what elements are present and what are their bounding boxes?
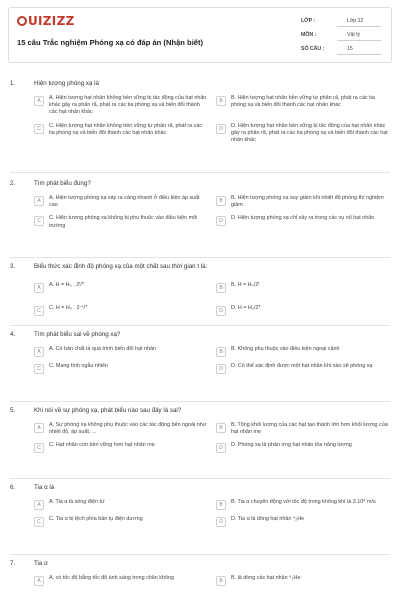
option-list [34, 346, 390, 374]
option-text: A. có tốc độ bằng tốc độ ánh sáng trong chân không [49, 575, 174, 581]
option-text: D. H = H₀/2ᵀ [231, 305, 261, 311]
option-letter[interactable]: B [216, 576, 226, 586]
question-divider [10, 478, 390, 479]
option-b[interactable] [216, 282, 390, 293]
question-text: Tìm phát biểu sai về phóng xạ? [34, 331, 121, 338]
question-3 [10, 263, 390, 316]
option-b[interactable] [216, 575, 390, 586]
question-text: Biểu thức xác định độ phóng xạ của một chất sau thời gian t là: [34, 263, 208, 270]
meta-class-label: LỚP : [301, 18, 316, 24]
option-d[interactable] [216, 305, 390, 316]
meta-count-row [301, 42, 381, 56]
option-letter[interactable]: B [216, 283, 226, 293]
meta-panel [301, 14, 381, 56]
option-letter[interactable]: A [34, 423, 44, 433]
option-letter[interactable]: A [34, 500, 44, 510]
option-text: D. Tia α là dòng hạt nhân ⁴₂He [231, 516, 305, 522]
question-4 [10, 331, 390, 374]
option-text: D. Phóng xạ là phản ứng hạt nhân tỏa năng lượng [231, 442, 352, 449]
question-text: Tia α [34, 560, 48, 567]
option-text: C. Tia α bị lệch phía bản tụ điện dương [49, 516, 143, 522]
meta-class-value: Lớp 12 [337, 16, 381, 27]
worksheet-header [8, 7, 392, 63]
question-text: Khi nói về sự phóng xạ, phát biểu nào sau đây là sai? [34, 407, 182, 414]
option-text: B. Không phụ thuộc vào điều kiện ngoại cảnh [231, 346, 340, 352]
question-divider [10, 401, 390, 402]
question-divider [10, 554, 390, 555]
option-letter[interactable]: B [216, 347, 226, 357]
option-text: C. Mang tính ngẫu nhiên [49, 363, 109, 369]
option-d[interactable] [216, 363, 390, 374]
question-number: 3. [10, 263, 16, 270]
option-letter[interactable]: D [216, 306, 226, 316]
logo-q-ring-icon [17, 16, 27, 26]
option-list [34, 195, 390, 230]
question-divider [10, 257, 390, 258]
option-letter[interactable]: C [34, 443, 44, 453]
meta-subject-row [301, 28, 381, 42]
option-text: B. là dòng các hạt nhân ⁴₂He [231, 575, 301, 581]
option-a[interactable] [34, 95, 208, 117]
option-text: C. Hiện tượng hạt nhân không bền vững tự phân rã, phát ra các tia phóng xạ và biến đổi thành các hạt nhân khác [49, 122, 203, 136]
option-letter[interactable]: D [216, 216, 226, 226]
option-letter[interactable]: C [34, 216, 44, 226]
option-a[interactable] [34, 575, 208, 586]
option-letter[interactable]: D [216, 443, 226, 453]
option-letter[interactable]: C [34, 364, 44, 374]
quizizz-logo [17, 14, 75, 28]
option-letter[interactable]: A [34, 283, 44, 293]
option-list [34, 499, 390, 527]
option-letter[interactable]: C [34, 306, 44, 316]
question-2 [10, 180, 390, 230]
option-text: D. Hiện tượng phóng xạ chỉ xảy ra trong các vụ nổ hạt nhân [231, 215, 375, 222]
option-letter[interactable]: A [34, 576, 44, 586]
option-c[interactable] [34, 442, 208, 453]
option-a[interactable] [34, 195, 208, 209]
option-b[interactable] [216, 499, 390, 510]
option-text: B. Hiện tượng hạt nhân bền vững tự phân rã, phát ra các tia phóng xạ và biến đổi thành các hạt nhân khác [231, 95, 375, 109]
option-c[interactable] [34, 305, 208, 316]
option-text: A. Sự phóng xạ không phụ thuộc vào các tác động bên ngoài như nhiệt độ, áp suất, ... [49, 422, 207, 436]
option-text: B. Hiện tượng phóng xạ suy giảm khi nhiệt độ phòng thí nghiệm giảm [231, 195, 384, 209]
option-b[interactable] [216, 422, 390, 436]
option-list [34, 575, 390, 586]
option-letter[interactable]: B [216, 96, 226, 106]
option-letter[interactable]: A [34, 96, 44, 106]
question-divider [10, 325, 390, 326]
option-text: D. Hiện tượng hạt nhân bền vững bị tác động của hạt nhân khác gây ra phân rã, phát ra các tia phóng xạ và biến đổi thành các hạt nhân khác [231, 122, 388, 144]
option-c[interactable] [34, 363, 208, 374]
option-text: B. H = H₀/2ᵗ [231, 282, 260, 288]
option-d[interactable] [216, 215, 390, 229]
question-number: 1. [10, 80, 16, 87]
option-text: A. Có bản chất là quá trình biến đổi hạt nhân [49, 346, 156, 352]
option-b[interactable] [216, 195, 390, 209]
question-number: 7. [10, 560, 16, 567]
option-text: C. Hạt nhân con bền vững hơn hạt nhân mẹ [49, 442, 155, 449]
option-c[interactable] [34, 215, 208, 229]
option-letter[interactable]: B [216, 196, 226, 206]
option-b[interactable] [216, 346, 390, 357]
option-text: D. Có thể xác định được một hạt nhân khi nào sẽ phóng xạ [231, 363, 373, 369]
meta-class-row [301, 14, 381, 28]
option-a[interactable] [34, 499, 208, 510]
option-text: A. Hiện tượng hạt nhân không bền vững bị tác động của hạt nhân khác gây ra phân rã, phát ra các tia phóng xạ và biến đổi thành các hạt nhân khác [49, 95, 207, 116]
option-a[interactable] [34, 422, 208, 436]
option-d[interactable] [216, 442, 390, 453]
question-7 [10, 560, 390, 586]
question-text: Tìm phát biểu đúng? [34, 180, 91, 187]
option-text: A. Hiện tượng phóng xạ xảy ra càng nhanh ở điều kiện áp suất cao [49, 195, 200, 209]
option-d[interactable] [216, 516, 390, 527]
option-text: B. Tổng khối lượng của các hạt tạo thành lớn hơn khối lượng của hạt nhân mẹ [231, 422, 388, 436]
option-letter[interactable]: B [216, 500, 226, 510]
question-number: 6. [10, 484, 16, 491]
option-letter[interactable]: D [216, 364, 226, 374]
meta-subject-value: Vật lý [337, 30, 381, 41]
option-text: B. Tia α chuyển động với tốc độ trong không khí là 3.10⁸ m/s [231, 499, 376, 505]
question-number: 5. [10, 407, 16, 414]
option-b[interactable] [216, 95, 390, 117]
meta-subject-label: MÔN : [301, 32, 317, 38]
question-1 [10, 80, 390, 144]
question-5 [10, 407, 390, 453]
option-text: A. H = H₀ . 2ᵗ/ᵀ [49, 282, 85, 288]
option-d[interactable] [216, 123, 390, 145]
option-text: C. Hiện tượng phóng xạ không bị phụ thuộc vào điều kiện môi trường [49, 215, 198, 229]
option-list [34, 95, 390, 144]
question-text: Hiện tượng phóng xạ là [34, 80, 99, 87]
option-letter[interactable]: C [34, 124, 44, 134]
logo-text: UIZIZZ [28, 14, 75, 28]
option-list [34, 422, 390, 453]
question-text: Tia α là [34, 484, 55, 491]
question-number: 4. [10, 331, 16, 338]
option-c[interactable] [34, 123, 208, 145]
option-list [34, 282, 390, 316]
option-letter[interactable]: A [34, 196, 44, 206]
option-letter[interactable]: C [34, 517, 44, 527]
option-a[interactable] [34, 346, 208, 357]
option-letter[interactable]: D [216, 124, 226, 134]
option-c[interactable] [34, 516, 208, 527]
meta-count-value: 15 [337, 44, 381, 55]
question-number: 2. [10, 180, 16, 187]
option-letter[interactable]: D [216, 517, 226, 527]
option-text: A. Tia α là sóng điện từ [49, 499, 105, 505]
option-text: C. H = H₀ . 2⁻ᵗ/ᵀ [49, 305, 88, 311]
option-letter[interactable]: A [34, 347, 44, 357]
option-a[interactable] [34, 282, 208, 293]
option-letter[interactable]: B [216, 423, 226, 433]
page-title: 15 câu Trắc nghiệm Phóng xạ có đáp án (Nhận biết) [17, 38, 204, 47]
question-6 [10, 484, 390, 527]
meta-count-label: SỐ CÂU : [301, 46, 325, 52]
question-divider [10, 172, 390, 173]
